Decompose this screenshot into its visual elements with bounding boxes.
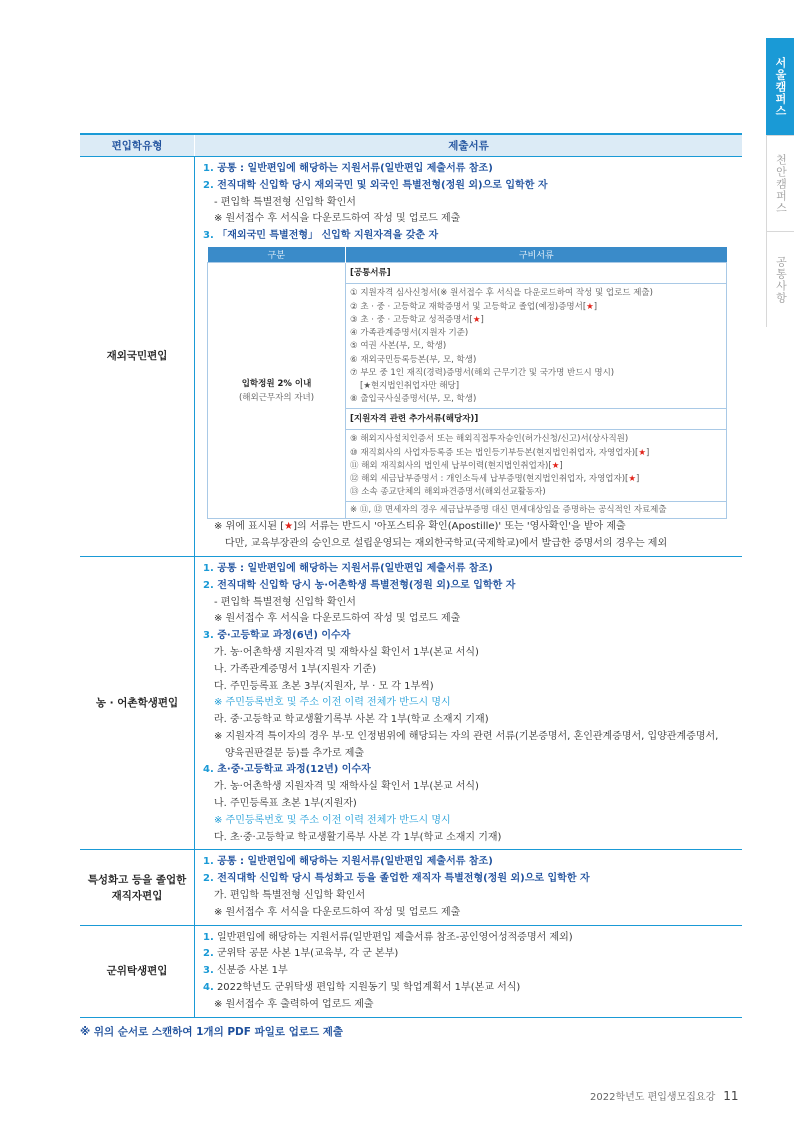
item-confirmation: - 편입학 특별전형 신입학 확인서 xyxy=(214,196,356,208)
inner-header-group: 구분 xyxy=(208,247,346,263)
list-item: 2. 전직대학 신입학 당시 특성화고 등을 졸업한 재직자 특별전형(정원 외)으로 입학한 자 xyxy=(203,873,590,885)
page-footer xyxy=(590,1088,739,1103)
item-common: 1. 공통 : 일반편입에 해당하는 지원서류(일반편입 제출서류 참조) xyxy=(203,163,493,174)
group-desc: (해외근무자의 자녀) xyxy=(238,392,315,403)
list-item: 1. 공통 : 일반편입에 해당하는 지원서류(일반편입 제출서류 참조) xyxy=(203,562,493,574)
extra-docs-title: [지원자격 관련 추가서류(해당자)] xyxy=(346,412,726,430)
list-item: 라. 중·고등학교 학교생활기록부 사본 각 1부(학교 소재지 기재) xyxy=(214,714,489,726)
type-military: 군위탁생편입 xyxy=(80,926,195,1017)
doc-item: ⑩ 재직회사의 사업자등록증 또는 법인등기부등본(현지법인취업자, 자영업자)[★] xyxy=(350,447,650,458)
common-docs xyxy=(346,263,727,409)
tab-common[interactable]: 공통사항 xyxy=(766,231,794,327)
doc-item: ⑥ 재외국민등록등본(부, 모, 학생) xyxy=(350,354,477,365)
row-overseas xyxy=(80,157,742,557)
list-item: 1. 일반편입에 해당하는 지원서류(일반편입 제출서류 참조-공인영어성적증명서 제외) xyxy=(203,931,573,943)
tab-cheonan-campus[interactable]: 천안캠퍼스 xyxy=(766,135,794,231)
item-qualified: 3. 「재외국민 특별전형」 신입학 지원자격을 갖춘 자 xyxy=(203,230,439,242)
inner-header-docs: 구비서류 xyxy=(346,247,727,263)
overseas-docs-table xyxy=(207,247,727,519)
extra-docs xyxy=(346,409,727,502)
item-special-entry: 2. 전직대학 신입학 당시 재외국민 및 외국인 특별전형(정원 외)으로 입학한 자 xyxy=(203,179,548,191)
type-special xyxy=(80,850,195,924)
list-item: 4. 초·중·고등학교 과정(12년) 이수자 xyxy=(203,764,371,776)
row-rural xyxy=(80,557,742,851)
doc-item: ⑨ 해외지사설치인증서 또는 해외직접투자승인(허가신청/신고)서(상사직원) xyxy=(350,434,629,445)
table-header xyxy=(80,133,742,157)
tax-note: ※ ⑪, ⑫ 면세자의 경우 세금납부증명 대신 면세대상임을 증명하는 공식적인 자료제출 xyxy=(346,502,727,519)
type-overseas: 재외국민편입 xyxy=(80,157,195,556)
row-military xyxy=(80,926,742,1018)
list-item: 3. 중·고등학교 과정(6년) 이수자 xyxy=(203,630,351,642)
list-item: ※ 원서접수 후 출력하여 업로드 제출 xyxy=(214,998,374,1010)
list-item: 가. 농·어촌학생 지원자격 및 재학사실 확인서 1부(본교 서식) xyxy=(214,646,479,658)
doc-item: ③ 초 · 중 · 고등학교 성적증명서[★] xyxy=(350,314,484,325)
docs-rural xyxy=(195,557,742,850)
list-item: 가. 편입학 특별전형 신입학 확인서 xyxy=(214,890,366,902)
doc-item: ① 지원자격 심사신청서(※ 원서접수 후 서식을 다운로드하여 작성 및 업로드 제출) xyxy=(350,288,653,299)
doc-item: ④ 가족관계증명서(지원자 기준) xyxy=(350,328,469,339)
item-note: ※ 원서접수 후 서식을 다운로드하여 작성 및 업로드 제출 xyxy=(214,213,461,225)
list-item: ※ 지원자격 특이자의 경우 부·모 인정범위에 해당되는 자의 관련 서류(기본증명서, 혼인관계증명서, 입양관계증명서, xyxy=(214,730,719,742)
list-item: ※ 주민등록번호 및 주소 이전 이력 전체가 반드시 명시 xyxy=(214,697,451,709)
exception-note: 다만, 교육부장관의 승인으로 설립운영되는 재외한국학교(국제학교)에서 발급한 증명서의 경우는 제외 xyxy=(225,538,668,550)
doc-item: ⑬ 소속 종교단체의 해외파견증명서(해외선교활동자) xyxy=(350,487,546,498)
header-docs: 제출서류 xyxy=(448,140,489,152)
list-item: 1. 공통 : 일반편입에 해당하는 지원서류(일반편입 제출서류 참조) xyxy=(203,856,493,868)
list-item: 나. 가족관계증명서 1부(지원자 기준) xyxy=(214,663,377,675)
tab-seoul-campus[interactable]: 서울캠퍼스 xyxy=(766,38,794,135)
doc-item: ⑦ 부모 중 1인 재직(경력)증명서(해외 근무기간 및 국가명 반드시 명시) xyxy=(350,367,615,378)
list-item: ※ 원서접수 후 서식을 다운로드하여 작성 및 업로드 제출 xyxy=(214,906,461,918)
type-special-line2: 재직자편입 xyxy=(111,889,163,902)
doc-item: ⑪ 해외 재직회사의 법인세 납부이력(현지법인취업자)[★] xyxy=(350,460,563,471)
doc-item: ⑫ 해외 세금납부증명서 : 개인소득세 납부증명(현지법인취업자, 자영업자)[★] xyxy=(350,473,640,484)
list-item: 2. 전직대학 신입학 당시 농·어촌학생 특별전형(정원 외)으로 입학한 자 xyxy=(203,579,516,591)
list-item: 다. 초·중·고등학교 학교생활기록부 사본 각 1부(학교 소재지 기재) xyxy=(214,831,502,843)
list-item: - 편입학 특별전형 신입학 확인서 xyxy=(214,596,356,608)
doc-item: ② 초 · 중 · 고등학교 재학증명서 및 고등학교 졸업(예정)증명서[★] xyxy=(350,301,598,312)
docs-military xyxy=(195,926,742,1017)
group-quota: 입학정원 2% 이내 xyxy=(241,378,312,389)
list-item: ※ 원서접수 후 서식을 다운로드하여 작성 및 업로드 제출 xyxy=(214,613,461,625)
list-item: 2. 군위탁 공문 사본 1부(교육부, 각 군 본부) xyxy=(203,948,399,960)
documents-table xyxy=(80,133,742,1039)
type-rural: 농 · 어촌학생편입 xyxy=(80,557,195,850)
group-cell xyxy=(208,263,346,519)
common-docs-title: [공통서류] xyxy=(346,266,726,284)
list-item: ※ 주민등록번호 및 주소 이전 이력 전체가 반드시 명시 xyxy=(214,814,451,826)
type-special-line1: 특성화고 등을 졸업한 xyxy=(87,873,187,886)
list-item: 나. 주민등록표 초본 1부(지원자) xyxy=(214,798,357,810)
docs-special xyxy=(195,850,742,924)
header-type: 편입학유형 xyxy=(80,135,195,156)
apostille-note: ※ 위에 표시된 [★]의 서류는 반드시 '아포스티유 확인(Apostille)' 또는 '영사확인'을 받아 제출 xyxy=(214,521,626,533)
page-number: 11 xyxy=(723,1089,739,1103)
doc-item: ⑧ 출입국사실증명서(부, 모, 학생) xyxy=(350,394,477,405)
list-item: 가. 농·어촌학생 지원자격 및 재학사실 확인서 1부(본교 서식) xyxy=(214,781,479,793)
side-navigation xyxy=(766,38,794,327)
list-item: 4. 2022학년도 군위탁생 편입학 지원동기 및 학업계획서 1부(본교 서식) xyxy=(203,982,521,994)
doc-item: ⑤ 여권 사본(부, 모, 학생) xyxy=(350,341,447,352)
list-item: 3. 신분증 사본 1부 xyxy=(203,965,288,977)
footer-title: 2022학년도 편입생모집요강 xyxy=(590,1092,716,1103)
doc-item-note: [★현지법인취업자만 해당] xyxy=(360,380,460,391)
scan-instruction: ※ 위의 순서로 스캔하여 1개의 PDF 파일로 업로드 제출 xyxy=(80,1025,344,1038)
row-special xyxy=(80,850,742,925)
list-item: 다. 주민등록표 초본 3부(지원자, 부 · 모 각 1부씩) xyxy=(214,680,434,692)
list-item: 양육권판결문 등)를 추가로 제출 xyxy=(225,747,365,759)
docs-overseas xyxy=(195,157,742,556)
